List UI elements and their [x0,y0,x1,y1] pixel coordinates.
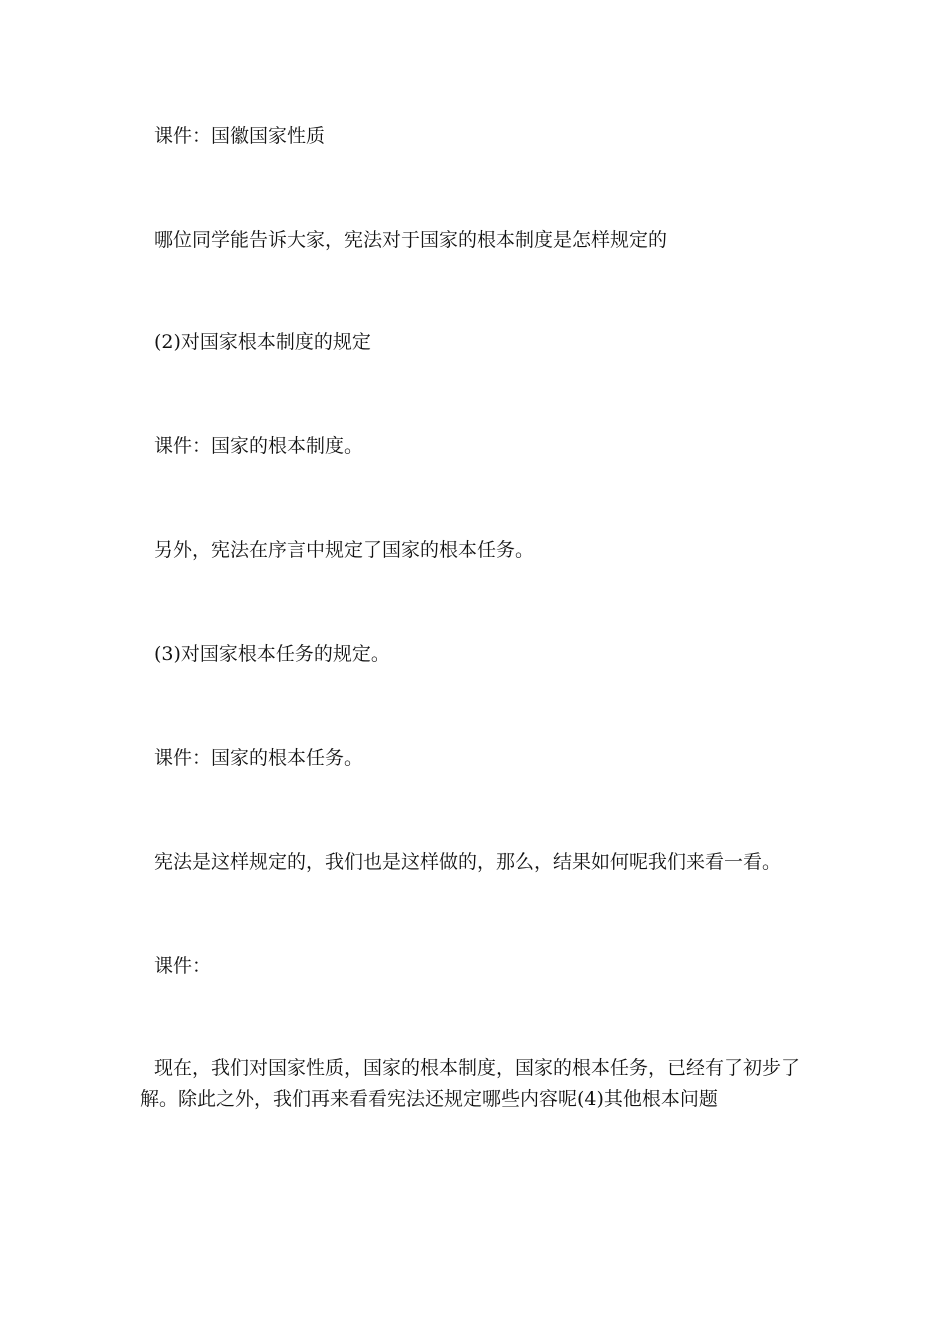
paragraph-5: 另外，宪法在序言中规定了国家的根本任务。 [154,539,535,561]
paragraph-4: 课件：国家的根本制度。 [154,435,364,457]
paragraph-6: (3)对国家根本任务的规定。 [154,643,390,665]
paragraph-8: 宪法是这样规定的，我们也是这样做的，那么，结果如何呢我们来看一看。 [154,851,782,873]
paragraph-1: 课件：国徽国家性质 [154,125,326,147]
paragraph-7: 课件：国家的根本任务。 [154,747,364,769]
paragraph-10: 现在，我们对国家性质，国家的根本制度，国家的根本任务，已经有了初步了解。除此之外，我们再来看看宪法还规定哪些内容呢(4)其他根本问题 [140,1057,801,1110]
paragraph-3: (2)对国家根本制度的规定 [154,331,371,353]
paragraph-9: 课件： [154,955,212,977]
paragraph-2: 哪位同学能告诉大家，宪法对于国家的根本制度是怎样规定的 [154,229,668,251]
